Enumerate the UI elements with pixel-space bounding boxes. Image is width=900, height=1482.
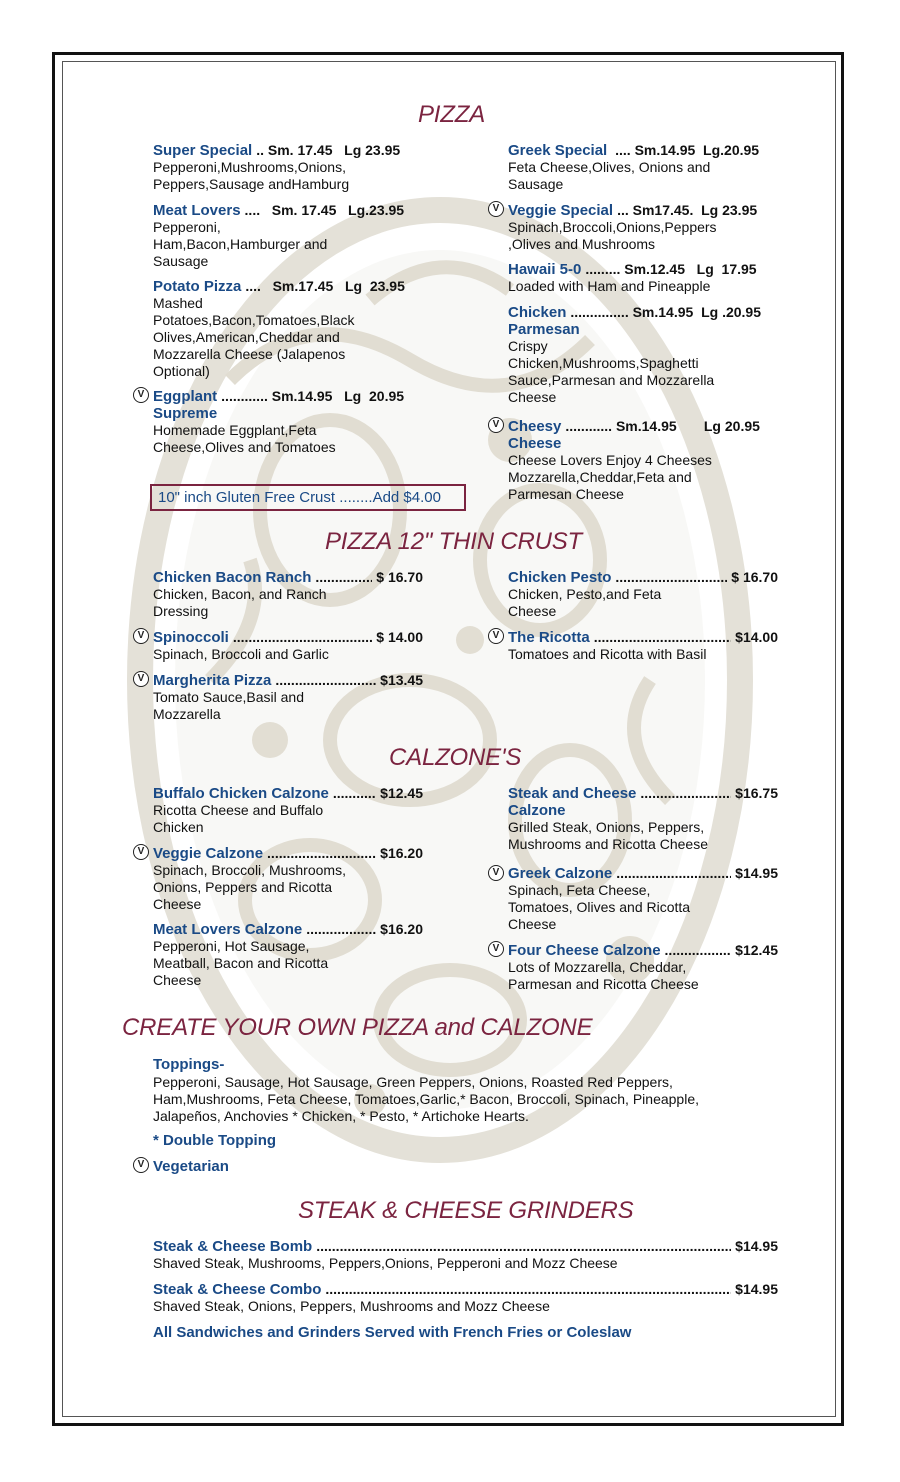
item-description: Grilled Steak, Onions, Peppers, Mushrooms and Ricotta Cheese [508,819,708,852]
item-description: Spinach, Broccoli and Garlic [153,646,329,662]
item-description: Tomatoes and Ricotta with Basil [508,646,707,662]
item-description: Crispy Chicken,Mushrooms,Spaghetti Sauce,Parmesan and Mozzarella Cheese [508,338,715,405]
toppings-list: Pepperoni, Sausage, Hot Sausage, Green Peppers, Onions, Roasted Red Peppers, Ham,Mushrooms, Feta Cheese, Tomatoes,Garlic,* Bacon, Broccoli, Spinach, Pineapple, Jalapeños, Anchovies * Chicken, * Pesto, * Artichoke Hearts. [153,1074,699,1124]
vegetarian-icon: V [488,201,504,217]
item-description: Pepperoni, Ham,Bacon,Hamburger and Sausage [153,219,328,269]
item-description: Shaved Steak, Onions, Peppers, Mushrooms and Mozz Cheese [153,1298,550,1314]
item-price: .... Sm.14.95 Lg.20.95 [611,142,760,158]
section-title-pizza: PIZZA [418,101,486,128]
item-description: Chicken, Pesto,and Feta Cheese [508,586,662,619]
item-name: Veggie Special [508,202,614,219]
item-description: Homemade Eggplant,Feta Cheese,Olives and Tomatoes [153,422,336,455]
gluten-free-crust-note: 10" inch Gluten Free Crust ........Add $4.00 [150,484,466,511]
menu-item [508,629,778,663]
menu-item [153,388,405,456]
item-price: $ 14.00 [376,629,423,645]
menu-item [153,1238,778,1272]
item-price: .... Sm.17.45 Lg 23.95 [245,278,405,294]
item-name: Four Cheese Calzone [508,942,661,959]
item-price: ............ Sm.14.95 Lg 20.95 [565,418,760,434]
item-name: Chicken Pesto [508,569,612,586]
item-price: $14.95 [735,1281,778,1297]
menu-item [153,785,423,836]
item-description: Spinach, Feta Cheese, Tomatoes, Olives and Ricotta Cheese [508,882,691,932]
menu-item [153,921,423,989]
item-description: Lots of Mozzarella, Cheddar, Parmesan and Ricotta Cheese [508,959,699,992]
double-topping-note: * Double Topping [153,1132,277,1149]
item-price: $12.45 [380,785,423,801]
menu-item [508,865,778,933]
item-description: Spinach, Broccoli, Mushrooms, Onions, Peppers and Ricotta Cheese [153,862,346,912]
menu-item [508,785,778,853]
menu-item [153,672,423,723]
menu-item [508,142,798,193]
item-name: Margherita Pizza [153,672,272,689]
item-price: ............... Sm.14.95 Lg .20.95 [570,304,761,320]
item-price: $14.95 [735,865,778,881]
item-description: Cheese Lovers Enjoy 4 Cheeses Mozzarella,Cheddar,Feta and Parmesan Cheese [508,452,712,502]
item-name: Meat Lovers Calzone [153,921,303,938]
item-price: $14.00 [735,629,778,645]
item-name: Chicken Bacon Ranch [153,569,312,586]
item-price: .... Sm. 17.45 Lg.23.95 [244,202,405,218]
vegetarian-icon: V [133,387,149,403]
section-title-calzones: CALZONE'S [389,744,522,771]
menu-item [153,142,443,193]
menu-item [508,202,798,253]
item-price: ......... Sm.12.45 Lg 17.95 [585,261,757,277]
menu-item [508,942,778,993]
vegetarian-icon: V [133,844,149,860]
menu-item [153,845,423,913]
menu-item [153,278,405,380]
section-title-thin-crust: PIZZA 12" THIN CRUST [325,528,582,555]
item-name: Meat Lovers [153,202,241,219]
item-price: $16.20 [380,845,423,861]
menu-item [153,629,423,663]
item-price: ... Sm17.45. Lg 23.95 [617,202,758,218]
item-description: Feta Cheese,Olives, Onions and Sausage [508,159,711,192]
item-name: Steak and Cheese [508,785,637,802]
menu-item [153,1281,778,1315]
vegetarian-icon: V [133,628,149,644]
item-price: $ 16.70 [731,569,778,585]
item-price: $13.45 [380,672,423,688]
item-description: Loaded with Ham and Pineapple [508,278,711,294]
vegetarian-icon: V [488,628,504,644]
vegetarian-icon: V [488,941,504,957]
item-name-continued: Calzone [508,802,566,819]
item-name-continued: Parmesan [508,321,580,338]
vegetarian-legend: Vegetarian [153,1158,229,1175]
item-description: Chicken, Bacon, and Ranch Dressing [153,586,327,619]
item-price: $16.20 [380,921,423,937]
item-name: Buffalo Chicken Calzone [153,785,329,802]
vegetarian-icon: V [488,417,504,433]
item-description: Pepperoni, Hot Sausage, Meatball, Bacon and Ricotta Cheese [153,938,329,988]
vegetarian-icon: V [133,671,149,687]
vegetarian-icon: V [488,865,504,881]
menu-item [508,418,760,503]
item-name: Hawaii 5-0 [508,261,582,278]
item-price: .. Sm. 17.45 Lg 23.95 [256,142,401,158]
item-description: Pepperoni,Mushrooms,Onions, Peppers,Sausage andHamburg [153,159,350,192]
menu-item [153,569,423,620]
item-name: The Ricotta [508,629,590,646]
item-name: Super Special [153,142,253,159]
section-title-create-your-own: CREATE YOUR OWN PIZZA and CALZONE [122,1014,593,1041]
item-name: Eggplant [153,388,218,405]
grinders-side-note: All Sandwiches and Grinders Served with French Fries or Coleslaw [153,1324,632,1341]
section-title-grinders: STEAK & CHEESE GRINDERS [298,1197,634,1224]
item-name: Steak & Cheese Bomb [153,1238,313,1255]
item-name: Greek Special [508,142,608,159]
item-price: ............ Sm.14.95 Lg 20.95 [221,388,405,404]
item-name: Greek Calzone [508,865,613,882]
menu-item [508,569,778,620]
item-name: Veggie Calzone [153,845,264,862]
toppings-label: Toppings- [153,1056,225,1073]
item-price: $ 16.70 [376,569,423,585]
menu-item [508,304,761,406]
item-name-continued: Cheese [508,435,562,452]
item-name: Cheesy [508,418,562,435]
item-name: Steak & Cheese Combo [153,1281,322,1298]
vegetarian-icon: V [133,1157,149,1173]
item-price: $14.95 [735,1238,778,1254]
menu-item [153,202,405,270]
item-description: Mashed Potatoes,Bacon,Tomatoes,Black Olives,American,Cheddar and Mozzarella Cheese (Jalapenos Optional) [153,295,355,379]
item-name: Chicken [508,304,567,321]
item-price: $12.45 [735,942,778,958]
item-name: Spinoccoli [153,629,229,646]
item-name: Potato Pizza [153,278,242,295]
menu-item [508,261,798,295]
item-description: Spinach,Broccoli,Onions,Peppers ,Olives and Mushrooms [508,219,717,252]
item-description: Ricotta Cheese and Buffalo Chicken [153,802,324,835]
item-price: $16.75 [735,785,778,801]
item-description: Tomato Sauce,Basil and Mozzarella [153,689,304,722]
item-name-continued: Supreme [153,405,218,422]
item-description: Shaved Steak, Mushrooms, Peppers,Onions, Pepperoni and Mozz Cheese [153,1255,618,1271]
